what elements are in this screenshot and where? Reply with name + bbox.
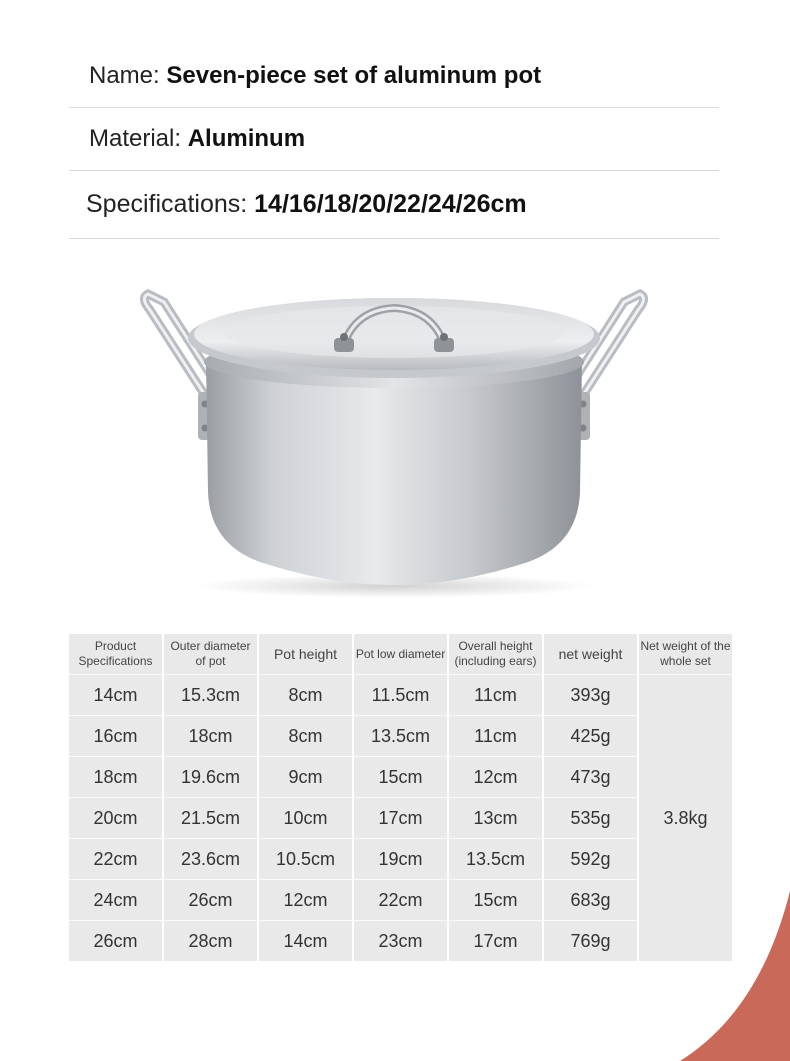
table-cell: 15cm — [354, 756, 447, 797]
table-cell: 15.3cm — [164, 674, 257, 715]
table-cell: 535g — [544, 797, 637, 838]
table-cell: 26cm — [69, 920, 162, 961]
table-cell: 592g — [544, 838, 637, 879]
table-cell: 19cm — [354, 838, 447, 879]
material-value: Aluminum — [187, 125, 306, 152]
table-cell: 20cm — [69, 797, 162, 838]
table-cell: 11.5cm — [354, 674, 447, 715]
table-cell: 19.6cm — [164, 756, 257, 797]
aluminum-pot-image — [128, 282, 660, 600]
specifications-row — [69, 171, 719, 239]
total-weight-cell: 3.8kg — [639, 674, 732, 961]
table-cell: 11cm — [449, 674, 542, 715]
table-cell: 13cm — [449, 797, 542, 838]
table-cell: 8cm — [259, 715, 352, 756]
table-cell: 23.6cm — [164, 838, 257, 879]
table-cell: 12cm — [449, 756, 542, 797]
table-row — [69, 715, 732, 756]
table-cell: 13.5cm — [449, 838, 542, 879]
corner-decoration — [680, 891, 790, 1061]
table-row — [69, 879, 732, 920]
name-row — [69, 45, 719, 108]
table-cell: 769g — [544, 920, 637, 961]
table-cell: 26cm — [164, 879, 257, 920]
header-overall-height: Overall height (including ears) — [449, 634, 542, 674]
table-cell: 11cm — [449, 715, 542, 756]
table-cell: 393g — [544, 674, 637, 715]
table-cell: 16cm — [69, 715, 162, 756]
table-cell: 473g — [544, 756, 637, 797]
table-cell: 24cm — [69, 879, 162, 920]
table-cell: 18cm — [69, 756, 162, 797]
table-cell: 425g — [544, 715, 637, 756]
table-cell: 12cm — [259, 879, 352, 920]
material-row — [69, 108, 719, 171]
table-cell: 14cm — [69, 674, 162, 715]
header-pot-height: Pot height — [259, 634, 352, 674]
specifications-label: Specifications: — [86, 190, 255, 218]
table-cell: 9cm — [259, 756, 352, 797]
header-whole-set-weight: Net weight of the whole set — [639, 634, 732, 674]
table-row — [69, 756, 732, 797]
table-cell: 10cm — [259, 797, 352, 838]
table-cell: 22cm — [69, 838, 162, 879]
table-cell: 22cm — [354, 879, 447, 920]
table-row — [69, 920, 732, 961]
table-cell: 683g — [544, 879, 637, 920]
table-row — [69, 797, 732, 838]
table-row — [69, 674, 732, 715]
header-outer-diameter: Outer diameter of pot — [164, 634, 257, 674]
header-product-specifications: Product Specifications — [69, 634, 162, 674]
table-cell: 13.5cm — [354, 715, 447, 756]
table-cell: 21.5cm — [164, 797, 257, 838]
name-value: Seven-piece set of aluminum pot — [166, 62, 542, 89]
table-header-row — [69, 634, 732, 674]
table-cell: 23cm — [354, 920, 447, 961]
material-label: Material: — [89, 125, 188, 152]
specifications-value: 14/16/18/20/22/24/26cm — [254, 190, 527, 218]
name-label: Name: — [89, 62, 167, 89]
table-cell: 17cm — [449, 920, 542, 961]
table-cell: 10.5cm — [259, 838, 352, 879]
table-cell: 28cm — [164, 920, 257, 961]
table-cell: 14cm — [259, 920, 352, 961]
table-cell: 15cm — [449, 879, 542, 920]
table-cell: 18cm — [164, 715, 257, 756]
table-cell: 8cm — [259, 674, 352, 715]
header-pot-low-diameter: Pot low diameter — [354, 634, 447, 674]
table-cell: 17cm — [354, 797, 447, 838]
table-row — [69, 838, 732, 879]
header-net-weight: net weight — [544, 634, 637, 674]
specification-table — [67, 634, 734, 961]
